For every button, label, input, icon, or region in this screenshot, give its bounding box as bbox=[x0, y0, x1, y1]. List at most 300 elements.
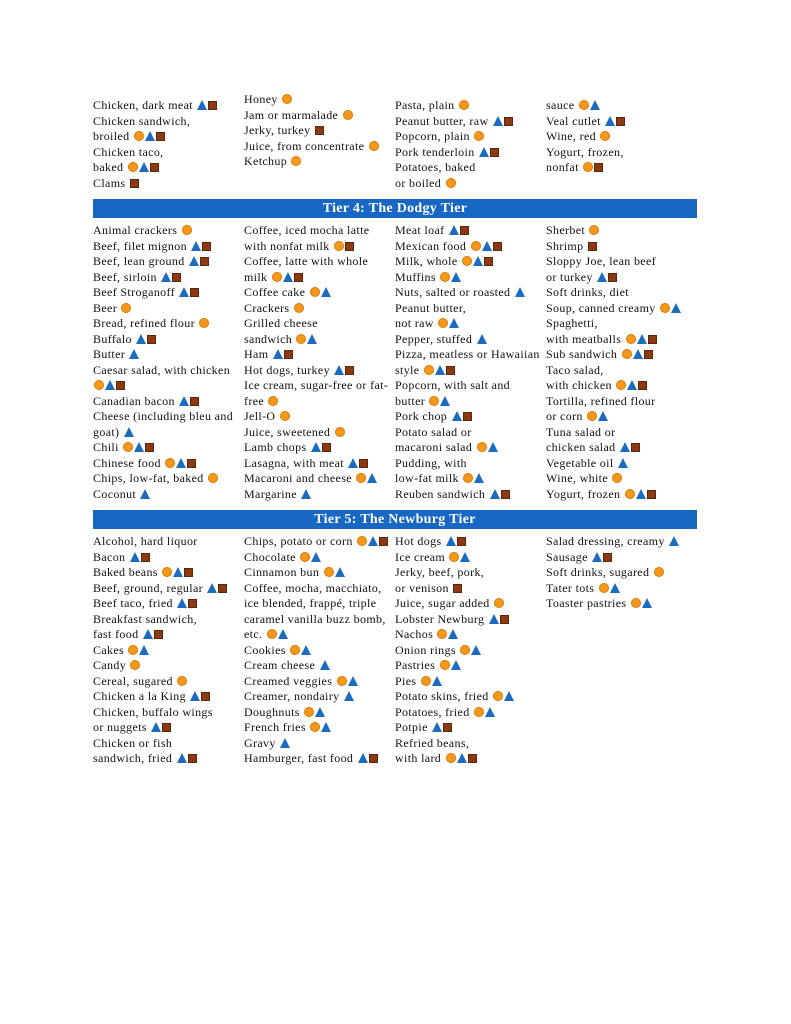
blue-triangle-icon bbox=[283, 272, 293, 282]
brown-square-icon bbox=[647, 490, 656, 499]
blue-triangle-icon bbox=[348, 676, 358, 686]
food-name: Peanut butter, raw bbox=[395, 113, 489, 128]
food-name: Beef, sirloin bbox=[93, 269, 157, 284]
orange-circle-icon bbox=[449, 552, 459, 562]
tier-section bbox=[93, 510, 697, 767]
food-name-line: Peanut butter, bbox=[395, 300, 467, 315]
food-item bbox=[244, 456, 395, 472]
food-name: Pork tenderloin bbox=[395, 144, 475, 159]
tier-section bbox=[93, 92, 697, 191]
food-item bbox=[244, 409, 395, 425]
blue-triangle-icon bbox=[440, 396, 450, 406]
food-item bbox=[244, 108, 395, 124]
food-name: Coconut bbox=[93, 486, 137, 501]
food-item bbox=[395, 114, 546, 130]
brown-square-icon bbox=[345, 242, 354, 251]
food-item bbox=[244, 363, 395, 379]
brown-square-icon bbox=[490, 148, 499, 157]
orange-circle-icon bbox=[446, 753, 456, 763]
food-item bbox=[244, 658, 395, 674]
blue-triangle-icon bbox=[320, 660, 330, 670]
brown-square-icon bbox=[315, 126, 324, 135]
blue-triangle-icon bbox=[489, 614, 499, 624]
food-name-line: Chicken or fish bbox=[93, 735, 173, 750]
brown-square-icon bbox=[172, 273, 181, 282]
food-item bbox=[244, 92, 395, 108]
food-item bbox=[93, 456, 244, 472]
food-name: Onion rings bbox=[395, 642, 456, 657]
food-item bbox=[395, 627, 546, 643]
food-name: Sub sandwich bbox=[546, 347, 618, 361]
food-name: Juice, sugar added bbox=[395, 596, 490, 610]
food-name: Animal crackers bbox=[93, 223, 178, 237]
food-item bbox=[546, 565, 697, 581]
food-item bbox=[395, 596, 546, 612]
food-name: French fries bbox=[244, 720, 306, 734]
food-item bbox=[244, 378, 395, 409]
brown-square-icon bbox=[493, 242, 502, 251]
food-item bbox=[395, 285, 546, 301]
food-item bbox=[546, 487, 697, 503]
food-name-line: style bbox=[395, 362, 420, 377]
food-name: Toaster pastries bbox=[546, 596, 627, 610]
food-item bbox=[546, 425, 697, 456]
food-item bbox=[244, 751, 395, 767]
column-1 bbox=[93, 98, 244, 191]
food-name: Hamburger, fast food bbox=[244, 751, 354, 765]
food-name-line: sandwich bbox=[244, 331, 293, 346]
food-name: Baked beans bbox=[93, 565, 158, 579]
brown-square-icon bbox=[141, 553, 150, 562]
blue-triangle-icon bbox=[301, 645, 311, 655]
orange-circle-icon bbox=[460, 645, 470, 655]
food-name: Lamb chops bbox=[244, 440, 307, 454]
food-name: Soft drinks, sugared bbox=[546, 565, 650, 579]
food-name: Ice cream, sugar-free or fat-free bbox=[244, 378, 389, 408]
orange-circle-icon bbox=[421, 676, 431, 686]
blue-triangle-icon bbox=[367, 473, 377, 483]
blue-triangle-icon bbox=[124, 427, 134, 437]
orange-circle-icon bbox=[583, 162, 593, 172]
column-3 bbox=[395, 534, 546, 767]
orange-circle-icon bbox=[471, 241, 481, 251]
food-item bbox=[244, 565, 395, 581]
brown-square-icon bbox=[504, 117, 513, 126]
tier-section bbox=[93, 199, 697, 502]
tier-header: Tier 4: The Dodgy Tier bbox=[93, 199, 697, 218]
food-name: Shrimp bbox=[546, 238, 584, 253]
tier-header: Tier 5: The Newburg Tier bbox=[93, 510, 697, 529]
food-name: sauce bbox=[546, 98, 575, 112]
brown-square-icon bbox=[202, 242, 211, 251]
blue-triangle-icon bbox=[335, 567, 345, 577]
orange-circle-icon bbox=[310, 287, 320, 297]
orange-circle-icon bbox=[291, 156, 301, 166]
food-item bbox=[93, 471, 244, 487]
orange-circle-icon bbox=[335, 427, 345, 437]
food-name-line: Coffee, iced mocha latte bbox=[244, 223, 370, 237]
food-item bbox=[546, 285, 697, 301]
food-name: Beef taco, fried bbox=[93, 596, 173, 610]
orange-circle-icon bbox=[357, 536, 367, 546]
food-item bbox=[244, 674, 395, 690]
food-item bbox=[395, 223, 546, 239]
blue-triangle-icon bbox=[177, 753, 187, 763]
blue-triangle-icon bbox=[449, 225, 459, 235]
food-item bbox=[93, 581, 244, 597]
orange-circle-icon bbox=[356, 473, 366, 483]
food-item bbox=[395, 160, 546, 191]
food-name-line: Coffee, mocha, macchiato, bbox=[244, 580, 382, 595]
food-item bbox=[546, 347, 697, 363]
food-name: Hot dogs, turkey bbox=[244, 362, 330, 377]
orange-circle-icon bbox=[424, 365, 434, 375]
food-item bbox=[244, 154, 395, 170]
food-name: Nachos bbox=[395, 627, 434, 641]
food-item bbox=[93, 534, 244, 550]
food-name: Tater tots bbox=[546, 580, 595, 595]
food-item bbox=[244, 254, 395, 285]
orange-circle-icon bbox=[324, 567, 334, 577]
column-1 bbox=[93, 223, 244, 502]
food-name: Juice, from concentrate bbox=[244, 138, 365, 153]
food-name: Canadian bacon bbox=[93, 393, 175, 408]
blue-triangle-icon bbox=[179, 396, 189, 406]
brown-square-icon bbox=[379, 537, 388, 546]
brown-square-icon bbox=[457, 537, 466, 546]
blue-triangle-icon bbox=[301, 489, 311, 499]
food-name: Ice cream bbox=[395, 549, 446, 564]
food-name: Beef, lean ground bbox=[93, 254, 185, 268]
blue-triangle-icon bbox=[190, 691, 200, 701]
blue-triangle-icon bbox=[504, 691, 514, 701]
food-item bbox=[546, 129, 697, 145]
food-item bbox=[244, 440, 395, 456]
orange-circle-icon bbox=[310, 722, 320, 732]
food-name: Gravy bbox=[244, 735, 276, 750]
orange-circle-icon bbox=[334, 241, 344, 251]
food-item bbox=[93, 114, 244, 145]
orange-circle-icon bbox=[626, 334, 636, 344]
food-item bbox=[93, 98, 244, 114]
food-item bbox=[244, 487, 395, 503]
orange-circle-icon bbox=[654, 567, 664, 577]
brown-square-icon bbox=[644, 350, 653, 359]
food-columns bbox=[93, 92, 697, 191]
blue-triangle-icon bbox=[449, 318, 459, 328]
food-item bbox=[395, 612, 546, 628]
blue-triangle-icon bbox=[278, 629, 288, 639]
food-name: Hot dogs bbox=[395, 534, 442, 548]
food-item bbox=[244, 139, 395, 155]
food-name-line: Grilled cheese bbox=[244, 316, 318, 330]
food-item bbox=[93, 643, 244, 659]
food-name-line: not raw bbox=[395, 316, 434, 330]
food-item bbox=[546, 534, 697, 550]
food-item bbox=[93, 596, 244, 612]
orange-circle-icon bbox=[462, 256, 472, 266]
blue-triangle-icon bbox=[179, 287, 189, 297]
food-item bbox=[93, 285, 244, 301]
brown-square-icon bbox=[284, 350, 293, 359]
food-item bbox=[395, 550, 546, 566]
food-item bbox=[395, 270, 546, 286]
orange-circle-icon bbox=[134, 131, 144, 141]
food-name: Mexican food bbox=[395, 238, 467, 253]
food-name-line: Tortilla, refined flour bbox=[546, 393, 656, 408]
food-name-line: chicken salad bbox=[546, 440, 616, 454]
blue-triangle-icon bbox=[140, 489, 150, 499]
orange-circle-icon bbox=[616, 380, 626, 390]
blue-triangle-icon bbox=[368, 536, 378, 546]
food-name: Caesar salad, with chicken bbox=[93, 362, 231, 377]
food-item bbox=[395, 674, 546, 690]
food-name-line: Tuna salad or bbox=[546, 424, 616, 439]
food-item bbox=[395, 487, 546, 503]
food-name-line: nonfat bbox=[546, 160, 579, 174]
food-name: Cookies bbox=[244, 642, 286, 657]
blue-triangle-icon bbox=[145, 131, 155, 141]
food-name: Soup, canned creamy bbox=[546, 300, 656, 315]
food-name: Creamed veggies bbox=[244, 673, 333, 688]
food-item bbox=[395, 409, 546, 425]
food-item bbox=[244, 550, 395, 566]
orange-circle-icon bbox=[660, 303, 670, 313]
orange-circle-icon bbox=[128, 645, 138, 655]
blue-triangle-icon bbox=[451, 660, 461, 670]
food-item bbox=[395, 347, 546, 378]
blue-triangle-icon bbox=[280, 738, 290, 748]
food-name-line: etc. bbox=[244, 627, 263, 641]
column-4 bbox=[546, 534, 697, 767]
orange-circle-icon bbox=[459, 100, 469, 110]
food-name-line: Cheese (including bleu and bbox=[93, 409, 234, 423]
food-name-line: Potatoes, baked bbox=[395, 160, 476, 174]
brown-square-icon bbox=[218, 584, 227, 593]
food-item bbox=[244, 689, 395, 705]
food-item bbox=[93, 409, 244, 440]
column-2 bbox=[244, 92, 395, 191]
food-item bbox=[93, 736, 244, 767]
brown-square-icon bbox=[463, 412, 472, 421]
food-name-line: or corn bbox=[546, 409, 583, 423]
orange-circle-icon bbox=[199, 318, 209, 328]
food-item bbox=[546, 114, 697, 130]
food-name-line: caramel vanilla buzz bomb, bbox=[244, 611, 386, 626]
blue-triangle-icon bbox=[642, 598, 652, 608]
blue-triangle-icon bbox=[637, 334, 647, 344]
orange-circle-icon bbox=[477, 442, 487, 452]
food-name: Beef, filet mignon bbox=[93, 238, 187, 253]
brown-square-icon bbox=[460, 226, 469, 235]
food-name: Salad dressing, creamy bbox=[546, 534, 665, 548]
food-name: Nuts, salted or roasted bbox=[395, 285, 511, 299]
brown-square-icon bbox=[188, 599, 197, 608]
food-item bbox=[93, 347, 244, 363]
food-name-line: Chicken, buffalo wings bbox=[93, 704, 213, 719]
food-item bbox=[546, 394, 697, 425]
orange-circle-icon bbox=[438, 318, 448, 328]
food-name: Wine, red bbox=[546, 129, 596, 143]
orange-circle-icon bbox=[494, 598, 504, 608]
blue-triangle-icon bbox=[633, 349, 643, 359]
food-name: Popcorn, plain bbox=[395, 129, 470, 143]
column-1 bbox=[93, 534, 244, 767]
blue-triangle-icon bbox=[669, 536, 679, 546]
blue-triangle-icon bbox=[311, 552, 321, 562]
food-name-line: low-fat milk bbox=[395, 471, 459, 485]
orange-circle-icon bbox=[369, 141, 379, 151]
food-item bbox=[244, 347, 395, 363]
food-name: Meat loaf bbox=[395, 223, 445, 237]
food-name: Jell-O bbox=[244, 409, 276, 423]
food-name: Reuben sandwich bbox=[395, 486, 486, 501]
food-columns bbox=[93, 223, 697, 502]
food-name: Cream cheese bbox=[244, 658, 316, 672]
food-name-line: Chicken sandwich, bbox=[93, 113, 191, 128]
food-name: Vegetable oil bbox=[546, 455, 614, 470]
food-name: Doughnuts bbox=[244, 704, 300, 719]
brown-square-icon bbox=[359, 459, 368, 468]
food-name: Jerky, turkey bbox=[244, 123, 311, 137]
blue-triangle-icon bbox=[485, 707, 495, 717]
food-name: Muffins bbox=[395, 269, 436, 284]
orange-circle-icon bbox=[474, 707, 484, 717]
food-item bbox=[395, 145, 546, 161]
food-name: Yogurt, frozen bbox=[546, 486, 621, 501]
food-name: Crackers bbox=[244, 300, 290, 315]
blue-triangle-icon bbox=[473, 256, 483, 266]
brown-square-icon bbox=[369, 754, 378, 763]
blue-triangle-icon bbox=[130, 552, 140, 562]
blue-triangle-icon bbox=[457, 753, 467, 763]
orange-circle-icon bbox=[631, 598, 641, 608]
food-item bbox=[395, 534, 546, 550]
food-name: Bread, refined flour bbox=[93, 316, 195, 330]
food-item bbox=[546, 98, 697, 114]
blue-triangle-icon bbox=[105, 380, 115, 390]
brown-square-icon bbox=[501, 490, 510, 499]
food-name: Pasta, plain bbox=[395, 98, 455, 112]
orange-circle-icon bbox=[267, 629, 277, 639]
orange-circle-icon bbox=[429, 396, 439, 406]
brown-square-icon bbox=[322, 443, 331, 452]
blue-triangle-icon bbox=[460, 552, 470, 562]
blue-triangle-icon bbox=[432, 676, 442, 686]
food-item bbox=[395, 720, 546, 736]
blue-triangle-icon bbox=[592, 552, 602, 562]
blue-triangle-icon bbox=[452, 411, 462, 421]
brown-square-icon bbox=[453, 584, 462, 593]
blue-triangle-icon bbox=[598, 411, 608, 421]
orange-circle-icon bbox=[280, 411, 290, 421]
food-item bbox=[93, 487, 244, 503]
blue-triangle-icon bbox=[605, 116, 615, 126]
orange-circle-icon bbox=[474, 131, 484, 141]
food-name: Potpie bbox=[395, 720, 428, 734]
food-name: Chili bbox=[93, 440, 119, 454]
food-name: Chinese food bbox=[93, 455, 161, 470]
food-name-line: broiled bbox=[93, 129, 130, 143]
food-name-line: Potato salad or bbox=[395, 424, 472, 439]
food-item bbox=[395, 254, 546, 270]
food-item bbox=[546, 550, 697, 566]
blue-triangle-icon bbox=[482, 241, 492, 251]
food-item bbox=[93, 674, 244, 690]
food-item bbox=[395, 565, 546, 596]
food-item bbox=[395, 658, 546, 674]
brown-square-icon bbox=[603, 553, 612, 562]
blue-triangle-icon bbox=[136, 334, 146, 344]
food-item bbox=[244, 285, 395, 301]
food-item bbox=[93, 301, 244, 317]
column-4 bbox=[546, 98, 697, 191]
food-name: Buffalo bbox=[93, 331, 132, 346]
food-name-line: macaroni salad bbox=[395, 440, 473, 454]
blue-triangle-icon bbox=[620, 442, 630, 452]
food-name-line: Chicken taco, bbox=[93, 144, 164, 159]
brown-square-icon bbox=[162, 723, 171, 732]
blue-triangle-icon bbox=[432, 722, 442, 732]
blue-triangle-icon bbox=[311, 442, 321, 452]
food-name: Beef, ground, regular bbox=[93, 580, 203, 595]
blue-triangle-icon bbox=[173, 567, 183, 577]
food-name: Chips, potato or corn bbox=[244, 534, 353, 548]
brown-square-icon bbox=[201, 692, 210, 701]
brown-square-icon bbox=[145, 443, 154, 452]
food-name: Sherbet bbox=[546, 223, 586, 237]
food-name: Clams bbox=[93, 175, 126, 190]
orange-circle-icon bbox=[300, 552, 310, 562]
food-item bbox=[244, 471, 395, 487]
orange-circle-icon bbox=[579, 100, 589, 110]
food-name: Cereal, sugared bbox=[93, 673, 173, 688]
food-item bbox=[395, 332, 546, 348]
blue-triangle-icon bbox=[451, 272, 461, 282]
blue-triangle-icon bbox=[610, 583, 620, 593]
blue-triangle-icon bbox=[344, 691, 354, 701]
food-name-line: Yogurt, frozen, bbox=[546, 144, 624, 159]
brown-square-icon bbox=[294, 273, 303, 282]
food-item bbox=[244, 123, 395, 139]
food-name-line: or venison bbox=[395, 580, 449, 595]
food-item bbox=[395, 705, 546, 721]
brown-square-icon bbox=[154, 630, 163, 639]
food-name-line: with chicken bbox=[546, 378, 612, 392]
brown-square-icon bbox=[184, 568, 193, 577]
food-name-line: Spaghetti, bbox=[546, 316, 598, 330]
column-2 bbox=[244, 223, 395, 502]
column-3 bbox=[395, 223, 546, 502]
food-name: Ketchup bbox=[244, 154, 288, 168]
orange-circle-icon bbox=[268, 396, 278, 406]
orange-circle-icon bbox=[290, 645, 300, 655]
food-item bbox=[244, 534, 395, 550]
food-columns bbox=[93, 534, 697, 767]
food-item bbox=[93, 363, 244, 394]
brown-square-icon bbox=[190, 397, 199, 406]
orange-circle-icon bbox=[343, 110, 353, 120]
blue-triangle-icon bbox=[490, 489, 500, 499]
orange-circle-icon bbox=[437, 629, 447, 639]
orange-circle-icon bbox=[589, 225, 599, 235]
brown-square-icon bbox=[116, 381, 125, 390]
food-item bbox=[546, 471, 697, 487]
orange-circle-icon bbox=[177, 676, 187, 686]
brown-square-icon bbox=[594, 163, 603, 172]
food-item bbox=[244, 736, 395, 752]
blue-triangle-icon bbox=[315, 707, 325, 717]
